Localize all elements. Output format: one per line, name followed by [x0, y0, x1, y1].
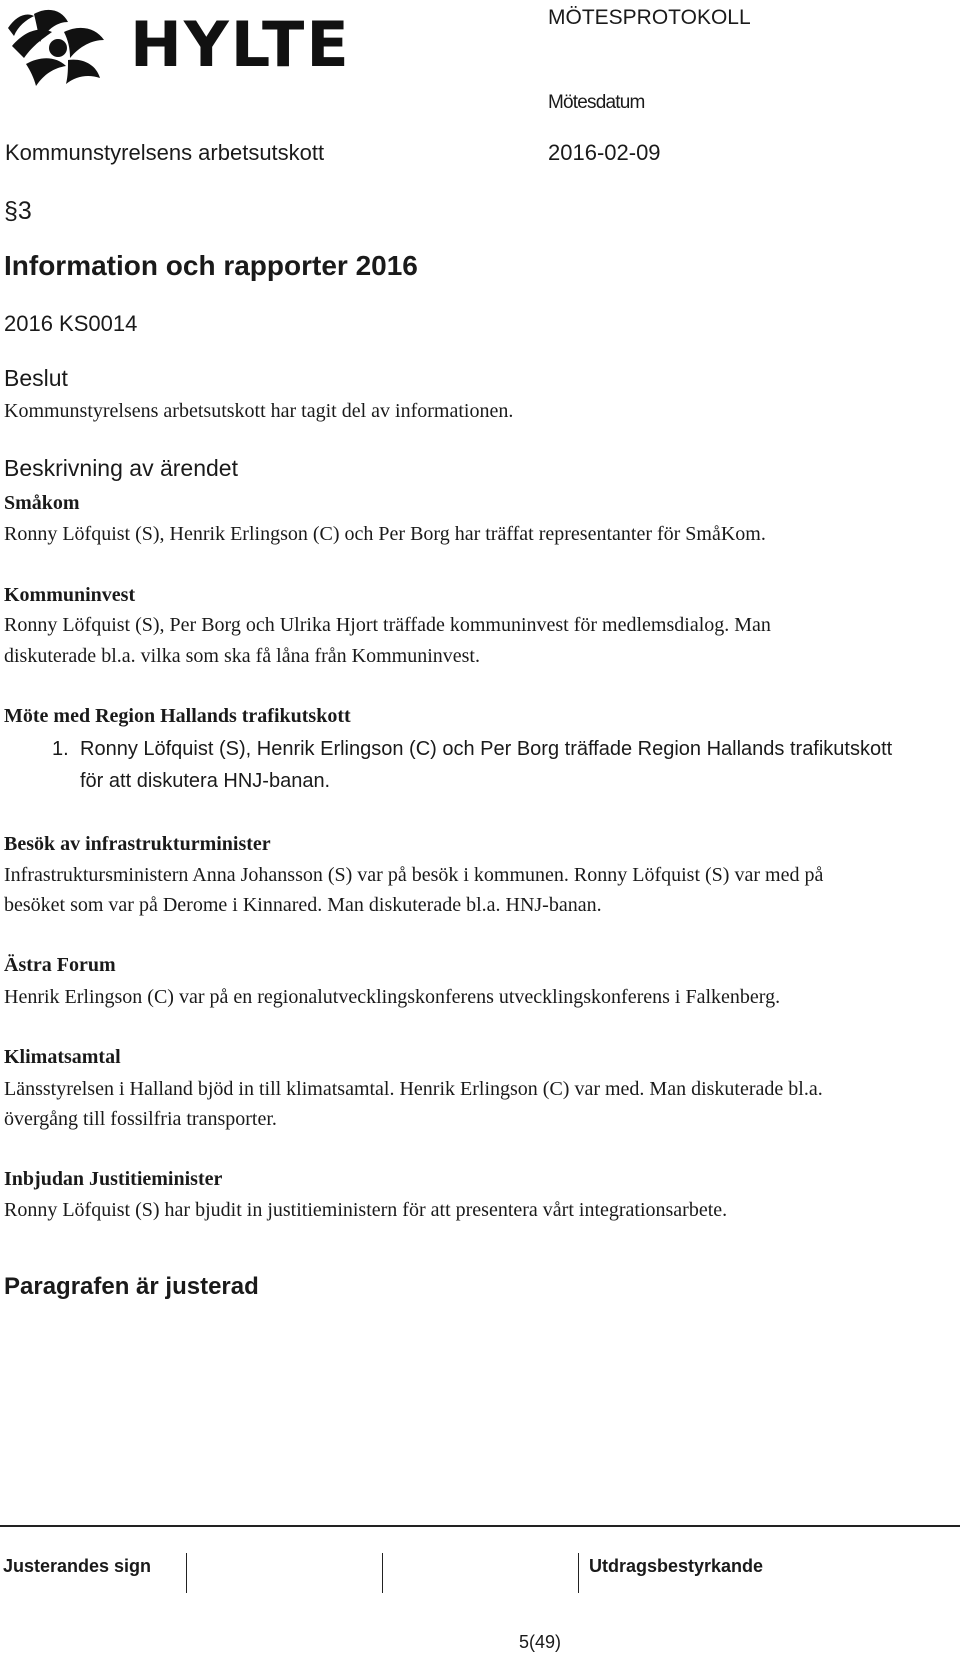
item-text-astra-forum: Henrik Erlingson (C) var på en regionalutvecklingskonferens utvecklingskonferens i Falkenberg.: [4, 986, 781, 1008]
item-heading-region-halland: Möte med Region Hallands trafikutskott: [4, 705, 351, 727]
item-text-infrastructure-line1: Infrastruktursministern Anna Johansson (S) var på besök i kommunen. Ronny Löfquist (S) var med på: [4, 864, 824, 886]
item-text-kommuninvest-line1: Ronny Löfquist (S), Per Borg och Ulrika Hjort träffade kommuninvest för medlemsdialog. Man: [4, 614, 771, 636]
hylte-emblem-icon: [4, 2, 122, 88]
item-heading-astra-forum: Ästra Forum: [4, 954, 116, 976]
decision-heading: Beslut: [4, 365, 68, 391]
sign-box-divider-1: [186, 1553, 187, 1593]
item-text-kommuninvest-line2: diskuterade bl.a. vilka som ska få låna från Kommuninvest.: [4, 645, 480, 667]
item-heading-infrastructure: Besök av infrastrukturminister: [4, 833, 271, 855]
item-text-justitieminister: Ronny Löfquist (S) har bjudit in justitieministern för att presentera vårt integrationsarbete.: [4, 1199, 728, 1221]
item-text-klimatsamtal-line2: övergång till fossilfria transporter.: [4, 1108, 277, 1130]
committee-name: Kommunstyrelsens arbetsutskott: [5, 140, 325, 165]
logo-wordmark: HYLTE: [130, 8, 351, 81]
extract-certification-label: Utdragsbestyrkande: [589, 1556, 764, 1576]
case-number: 2016 KS0014: [4, 311, 138, 336]
description-heading: Beskrivning av ärendet: [4, 455, 238, 481]
item-text-region-halland-line2: för att diskutera HNJ-banan.: [80, 770, 331, 792]
item-heading-smakom: Småkom: [4, 492, 80, 514]
item-heading-klimatsamtal: Klimatsamtal: [4, 1046, 121, 1068]
justification-sign-label: Justerandes sign: [3, 1556, 152, 1576]
sign-box-divider-3: [578, 1553, 579, 1593]
meeting-date: 2016-02-09: [548, 140, 661, 165]
meeting-date-label: Mötesdatum: [548, 92, 645, 113]
page-number: 5(49): [519, 1632, 562, 1652]
item-text-infrastructure-line2: besöket som var på Derome i Kinnared. Man diskuterade bl.a. HNJ-banan.: [4, 894, 602, 916]
item-text-klimatsamtal-line1: Länsstyrelsen i Halland bjöd in till klimatsamtal. Henrik Erlingson (C) var med. Man diskuterade bl.a.: [4, 1078, 823, 1100]
item-heading-kommuninvest: Kommuninvest: [4, 584, 136, 606]
closing-statement: Paragrafen är justerad: [4, 1273, 259, 1300]
item-text-region-halland-line1: Ronny Löfquist (S), Henrik Erlingson (C) och Per Borg träffade Region Hallands trafikutskott: [80, 738, 893, 760]
list-number: 1.: [52, 738, 69, 760]
decision-text: Kommunstyrelsens arbetsutskott har tagit del av informationen.: [4, 400, 514, 422]
paragraph-number: §3: [4, 197, 32, 225]
item-text-smakom: Ronny Löfquist (S), Henrik Erlingson (C) och Per Borg har träffat representanter för SmåKom.: [4, 523, 766, 545]
sign-box-divider-2: [382, 1553, 383, 1593]
footer-divider: [0, 1525, 960, 1527]
hylte-logo: [4, 2, 351, 88]
document-type: MÖTESPROTOKOLL: [548, 6, 751, 29]
page-title: Information och rapporter 2016: [4, 250, 418, 281]
item-heading-justitieminister: Inbjudan Justitieminister: [4, 1168, 223, 1190]
